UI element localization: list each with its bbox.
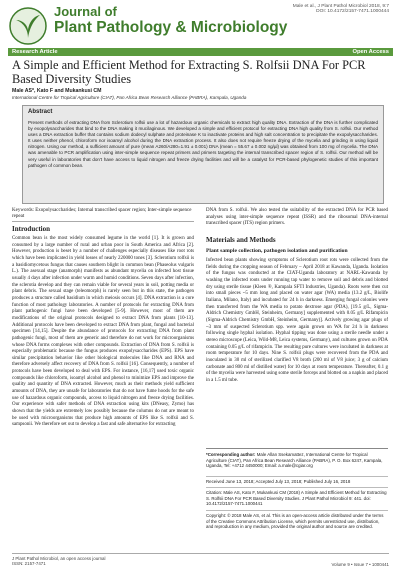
article-type-bar	[8, 48, 393, 56]
keywords: Keywords: Exopolysaccharides; Internal transcribed spacer region; Inter-simple sequence repeat	[12, 208, 192, 219]
methods-subheading: Plant sample collection, pathogen isolation and purification	[206, 248, 348, 254]
footer-divider	[12, 553, 389, 554]
footnote-divider-2	[206, 476, 388, 477]
dates: Received June 13, 2018; Accepted July 13, 2018; Published July 16, 2018	[206, 479, 351, 484]
intro-text: Common bean is the most widely consumed legume in the world [1]. It is grown and consumed by a large number of rural and urban poor in South America and Africa [2]. However, production is beset by a number of challenges especially diseases like root rots which have been implicated in yield losses of nearly 220000 tones [3]. Sclerotium rolfsii is a basidiomycetous fungus that causes southern blight in common bean (Phaseolus vulgaris L.). The asexual stage (anamorph) manifests as abundant mycelia on infected host tissue usually 4 days after infection under warm and humid conditions. Seven days after infection, the sclerotia develop and they can remain viable for several years in soil, potting media or plant debris. The sexual stage (teleomorph) is rarely seen but in this state, the pathogen produces a structure called basidium in which meiosis occurs [4]. DNA extraction is a core function of most pathology laboratories. A number of protocols for extracting DNA from plant pathogenic fungi have been developed [5-9]. However, most of them are modifications of the original protocols designed to extract DNA from plants [10-13]. Additional protocols have been developed to extract DNA from plant, fungal and bacterial specimen [14,15]. Despite the abundance of protocols for extracting DNA from plant pathogenic fungi, most of them are generic and therefore do not work for microorganisms whose DNA forms complexes with other compounds. Extraction of DNA from S. rolfsii is especially problematic because the fungus produces exopolysaccharides (EPS). EPS have similar precipitation behavior like other biological molecules like DNA and RNA and therefore adversely affect recovery of DNA from S. rolfsii [16]. Consequently, a number of protocols have been developed to deal with EPS. For instance, [16,17] used toxic organic compounds like chloroform, isoamyl alcohol and phenol to minimize EPS and improve the quality and quantity of DNA extracted. However, much as their methods yield sufficient amounts of DNA, they are unsafe for laboratories that do not have fume hoods for the safe use of hazardous organic compounds, access to liquid nitrogen and freeze drying facilities. Our experience with safer methods of DNA extraction using kits (DNeasy, Zymo) has shown that the yields are extremely low possibly because the columns do not are meant to be used with microorganisms that produce high amounts of EPS like S. rolfsii and S. sampsonii. We therefore set out to develop a fast and safe alternative for extracting	[12, 236, 194, 428]
footer-left-line2: ISSN: 2157-7471	[12, 561, 46, 567]
divider	[12, 221, 194, 222]
journal-header	[0, 0, 401, 48]
intro-continuation: DNA from S. rolfsii. We also tested the suitability of the extracted DNA for PCR based analyses using inter-simple sequence repeat (ISSR) and the ribosomal DNA-internal transcribed spacer (ITS) region primers.	[206, 208, 388, 227]
methods-text: Infected bean plants showing symptoms of Sclerotium root rots were collected from the fields during the cropping season of February – April 2018 at Kawanda, Uganda. Isolation of the fungus was conducted at the CIAT-Uganda laboratory at NARL-Kawanda by washing the infected roots under running tap water to remove soil and debris and blotted dry using sterile tissue (Kleen ®, Kampala SFTI Industries, Uganda). Roots were then cut into small pieces ~5 mm long and placed on water agar (WA) media (13.2 g/L, Biolife Italiana, Milano, Italy) and incubated for 24 h in darkness. Emerging fungal colonies were then transferred from the WA media to potato dextrose agar (PDA), [19.5 g/L, Sigma-Aldrich Chemistry GmbH, Steinheim, Germany] supplemented with 0.05 g/L Rifampicin (Sigma-Aldrich Chemistry GmbH, Steinheim, Germany)]. Actively growing agar plugs of ~3 mm of suspected Sclerotium spp. were again grown on WA for 24 h in darkness following single hyphal isolation. Hyphal tipping was done using a sterile needle under a stereo microscope (Leica, Wild-M8, Leica systems, Germany), and cultures grown on PDA containing 0.05 g/L of rifampicin. The resulting pure cultures were incubated in darkness at room temperature for 10 days. Nine S. rolfsii plugs were recovered from the PDA and inoculated in 30 ml of sterilized clarified V8 broth (200 ml of V8 juice; 3 g of calcium carbonate and 800 ml of distilled water) for 10 days at room temperature. Thereafter, 0.1 g of the mycelia were harvested using some sterile forceps and blotted on a napkin and placed in a 1.5 ml tube.	[206, 258, 388, 383]
article-title-line2: Based Diversity Studies	[12, 71, 132, 86]
citation-header-line2: DOI: 10.4172/2157-7471.1000444	[316, 9, 389, 14]
intro-heading: Introduction	[12, 225, 50, 233]
abstract-box	[22, 105, 384, 204]
citation-note: Citation: Male AS, Kato F, Mukankusi CM (2018) A Simple and Efficient Method for Extracting S. Rolfsii DNA For PCR Based Diversity Studies. J Plant Pathol Microbiol 9: 441. doi: 10.4172/2157-7471.1000441	[206, 490, 387, 507]
citation-header-line1: Male et al., J Plant Pathol Microbiol 2018, 9:7	[292, 4, 389, 9]
journal-name-line2: Plant Pathology & Microbiology	[54, 19, 288, 36]
footer-left	[12, 556, 105, 567]
methods-heading: Materials and Methods	[206, 236, 276, 244]
footnote-divider-3	[206, 487, 388, 488]
article-title-line1: A Simple and Efficient Method for Extracting S. Rolfsii DNA For PCR	[12, 58, 366, 72]
citation-header	[293, 4, 389, 14]
corresponding-label: *Corresponding author:	[206, 452, 256, 457]
footer-left-line1: J Plant Pathol Microbiol, an open access journal	[12, 556, 106, 561]
footnote-divider	[206, 448, 388, 449]
affiliation: International Centre for Tropical Agriculture (CIAT), Pan Africa Bean Research Alliance (PABRA), Kampala, Uganda	[12, 95, 247, 100]
article-type-label: Research Article	[12, 48, 58, 55]
journal-logo	[8, 6, 48, 46]
open-access-label[interactable]: Open Access	[352, 48, 389, 55]
corresponding-text: Male Allan Ssekamattez, International Centre for Tropical Agriculture (CIAT), Pan Africa Bean Research Alliance (PABRA), P. O. Box 6247, Kampala, Uganda, Tel: +4712 4450000; Email: a.male@cgiar.org	[206, 452, 383, 469]
article-title	[12, 59, 392, 86]
authors: Male AS*, Kato F and Mukankusi CM	[12, 88, 102, 94]
footer-right: Volume 9 • Issue 7 • 1000441	[331, 562, 389, 567]
abstract-text: Present methods of extracting DNA from Sclerotium rolfsii use a lot of hazardous organic chemicals to extract high quality DNA. Extraction of the DNA is further complicated by exopolysaccharides that bind to the DNA making it mucilaginous. We developed a simple and efficient protocol for extracting DNA high quality from S. rolfsii. Our method uses a DNA extraction buffer that contains sodium dodecyl sulphate and proteinase K to inactivate proteins and high salt concentration to precipitate the exopolysaccharides. It uses neither phenol, chloroform nor isoamyl alcohol during the DNA extraction process. It also does not require freeze drying of the mycelia and grinding in using liquid nitrogen. Using our method, a sufficient amount of pure (mean A260/A280=1.91 ± 0.001) DNA (mean = 55.67 ± 0.002 ng/µl) was obtained from 100 mg of mycelia. The DNA was amenable to PCR amplification using inter-simple sequence repeat primers and primers targeting the internal transcribed spacer region of S. rolfsii. Our method will be very useful in laboratories that don't have access to liquid nitrogen and freeze drying facilities and will be a catalyst for PCR-based phylogenetic studies of this important pathogen of common bean.	[28, 120, 378, 168]
copyright-note: Copyright: © 2018 Male AS, et al. This is an open-access article distributed under the terms of the Creative Commons Attribution License, which permits unrestricted use, distribution, and reproduction in any medium, provided the original author and source are credited.	[206, 513, 384, 530]
journal-name-line1: Journal of	[54, 4, 117, 19]
footnote-divider-4	[206, 510, 388, 511]
abstract-heading: Abstract	[28, 109, 53, 115]
corresponding-author	[206, 452, 388, 469]
